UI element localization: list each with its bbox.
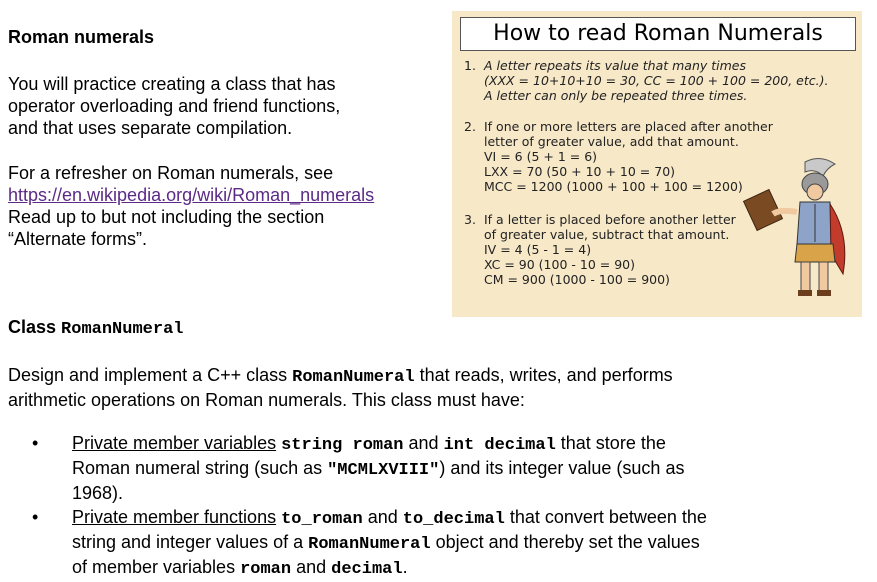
bullet-icon: • xyxy=(32,433,39,453)
list-item: • Private member functions to_roman and to_decimal that convert between the string and integer values of a RomanNumeral object and thereby set the values of member variables roman and decimal. xyxy=(32,507,707,579)
design-paragraph: Design and implement a C++ class RomanNumeral that reads, writes, and performs arithmetic operations on Roman numerals. This class must have: xyxy=(8,365,673,410)
page-heading: Roman numerals xyxy=(8,27,155,47)
intro-paragraph: You will practice creating a class that has operator overloading and friend functions, and that uses separate compilation. xyxy=(8,74,341,138)
bullet-icon: • xyxy=(32,507,39,527)
private-functions-link[interactable]: Private member functions xyxy=(72,507,277,527)
wikipedia-link[interactable]: https://en.wikipedia.org/wiki/Roman_numerals xyxy=(8,185,375,205)
class-heading: Class RomanNumeral xyxy=(8,317,184,339)
roman-numerals-infographic: How to read Roman Numerals 1. A letter repeats its value that many times (XXX = 10+10+10 = 30, CC = 100 + 100 = 200, etc.). A letter can only be repeated three times. 2. If one or more letters are placed after another letter of greater value, add that amount. VI = 6 (5 + 1 = 6) LXX = 70 (50 + 10 + 10 = 70) MCC = 1200 (1000 + 100 + 100 = 1200) 3. If a letter is placed before another letter of greater value, subtract that amount. IV = 4 (5 - 1 = 4) XC = 90 (100 - 10 = 90) CM = 900 (1000 - 100 = 900) xyxy=(452,11,862,317)
private-variables-link[interactable]: Private member variables xyxy=(72,433,277,453)
roman-soldier-illustration xyxy=(735,154,855,304)
refresher-paragraph: For a refresher on Roman numerals, see https://en.wikipedia.org/wiki/Roman_numerals Read up to but not including the section “Alternate forms”. xyxy=(8,163,375,249)
infographic-title: How to read Roman Numerals xyxy=(460,17,856,51)
list-item: • Private member variables string roman and int decimal that store the Roman numeral string (such as "MCMLXVIII") and its integer value (such as 1968). xyxy=(32,433,685,503)
requirements-list xyxy=(0,432,870,582)
